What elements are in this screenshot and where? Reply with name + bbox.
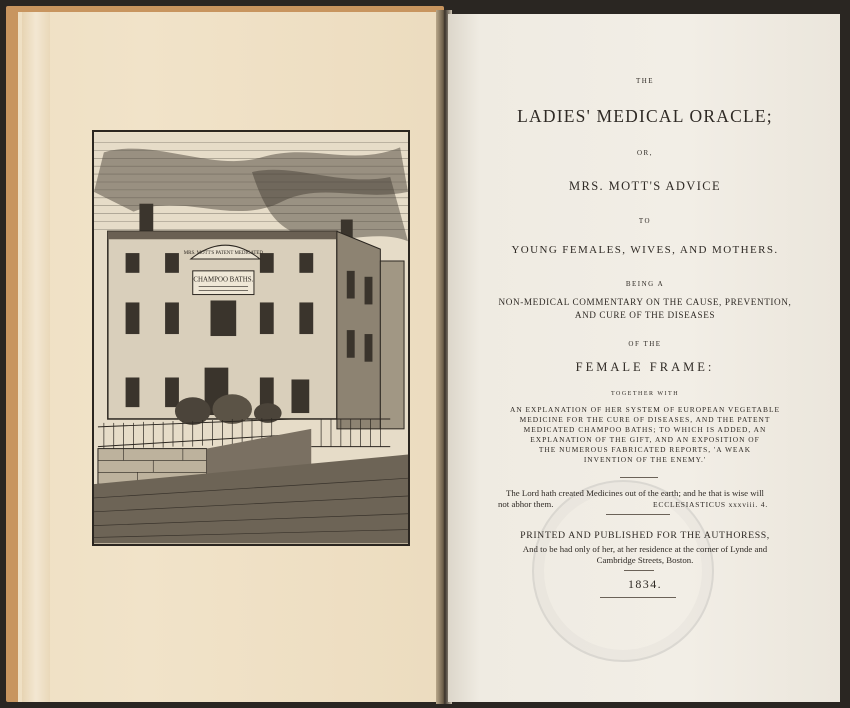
title-page-to: TO (638, 217, 652, 225)
title-page-together-with: TOGETHER WITH (610, 391, 680, 397)
sign-top-text: MRS. MOTT'S PATENT MEDICATED (183, 251, 263, 257)
rule-4 (600, 597, 676, 598)
frontispiece-engraving (92, 130, 410, 546)
title-page-quote: The Lord hath created Medicines out of the earth; and he that is wise will not abhor them. ECCLESIASTICUS xxxviii. 4. (498, 488, 768, 509)
title-page-of-the: OF THE (628, 340, 662, 348)
title-page-female-frame: FEMALE FRAME: (575, 360, 715, 374)
sign-main-text: CHAMPOO BATHS. (193, 276, 254, 284)
engraving-illustration (94, 132, 408, 544)
title-page-or: OR, (637, 149, 653, 157)
title-page-title: LADIES' MEDICAL ORACLE; (517, 106, 773, 126)
title-page-being-a: BEING A (625, 280, 665, 288)
rule-2 (606, 514, 670, 515)
title-page-address: And to be had only of her, at her residence at the corner of Lynde and Cambridge Streets, Boston. (522, 544, 768, 565)
title-page-year: 1834. (628, 577, 662, 591)
title-page-the: THE (635, 77, 655, 85)
title-page-explanation: AN EXPLANATION OF HER SYSTEM OF EUROPEAN VEGETABLE MEDICINE FOR THE CURE OF DISEASES, AND THE PATENT MEDICATED CHAMPOO BATHS; TO WHICH IS ADDED, AN EXPLANATION OF THE GIFT, AND AN EXPOSITION OF THE NUMEROUS FABRICATED REPORTS, 'A WEAK INVENTION OF THE ENEMY.' (510, 405, 780, 464)
left-page-fold (22, 12, 50, 702)
title-page-audience: YOUNG FEMALES, WIVES, AND MOTHERS. (511, 244, 779, 256)
title-page-printed: PRINTED AND PUBLISHED FOR THE AUTHORESS, (520, 530, 770, 541)
rule-3 (624, 570, 654, 571)
rule-1 (620, 477, 658, 478)
title-page-commentary: NON-MEDICAL COMMENTARY ON THE CAUSE, PREVENTION, AND CURE OF THE DISEASES (498, 297, 792, 320)
title-page-subtitle: MRS. MOTT'S ADVICE (568, 179, 722, 193)
